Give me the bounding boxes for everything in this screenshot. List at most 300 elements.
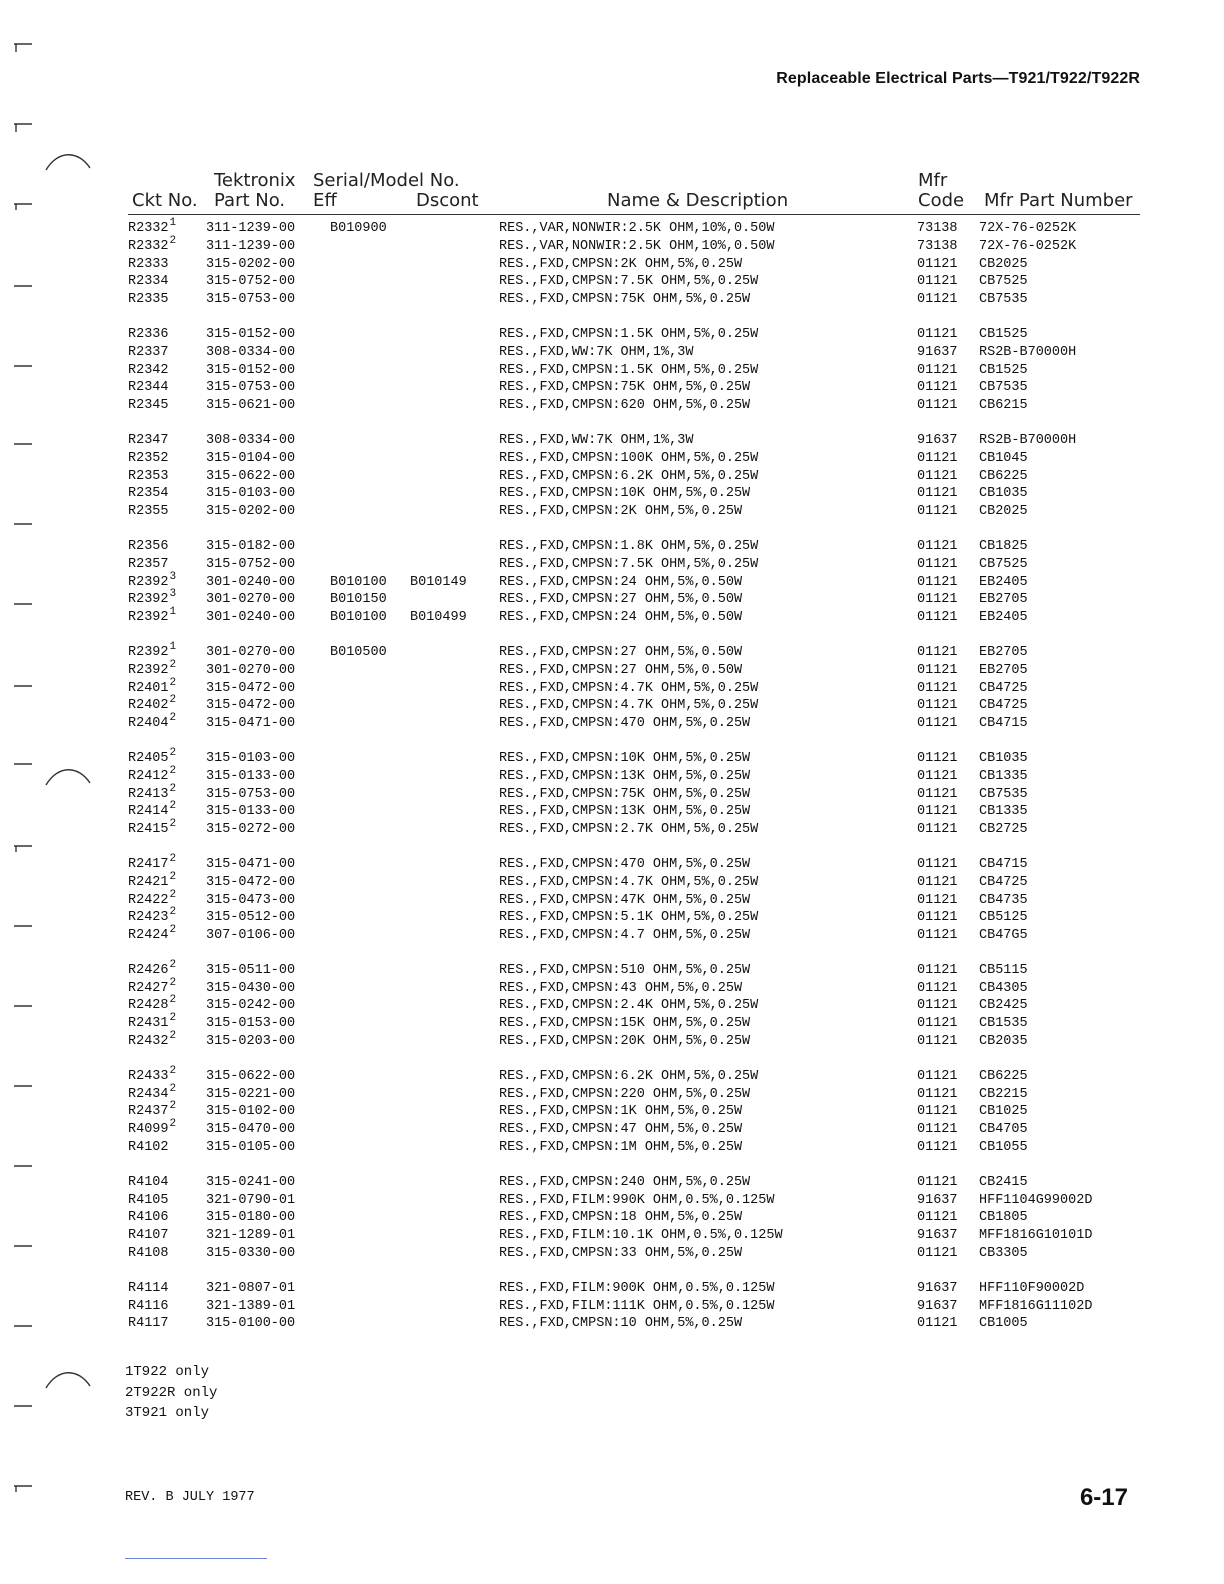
mfr-part-number: HFF1104G99002D xyxy=(979,1192,1093,1208)
mfr-part-number: CB1805 xyxy=(979,1210,1028,1226)
col-serial-model: Serial/Model No. xyxy=(313,170,460,191)
mfr-code: 01121 xyxy=(917,256,958,272)
col-mfr-code: Code xyxy=(918,190,965,211)
footnote-marker: 2 xyxy=(169,924,177,937)
name-description: RES.,FXD,CMPSN:470 OHM,5%,0.25W xyxy=(499,856,751,872)
table-row xyxy=(0,658,1224,680)
circuit-number xyxy=(128,852,177,874)
name-description: RES.,FXD,CMPSN:75K OHM,5%,0.25W xyxy=(499,786,751,802)
circuit-number xyxy=(128,1209,169,1227)
mfr-part-number: CB1035 xyxy=(979,750,1028,766)
tektronix-part-number: 315-0103-00 xyxy=(206,486,296,502)
table-row xyxy=(0,1315,1224,1333)
footnote-3: 3T921 only xyxy=(125,1405,210,1421)
mfr-code: 01121 xyxy=(917,768,958,784)
parts-group xyxy=(0,640,1224,733)
circuit-number-text: R4105 xyxy=(128,1192,169,1208)
tektronix-part-number: 315-0622-00 xyxy=(206,1068,296,1084)
footnote-marker: 2 xyxy=(169,676,177,689)
name-description: RES.,FXD,CMPSN:6.2K OHM,5%,0.25W xyxy=(499,1068,759,1084)
mfr-part-number: CB6225 xyxy=(979,1068,1028,1084)
parts-group xyxy=(0,1174,1224,1263)
footnote-marker: 2 xyxy=(169,782,177,795)
circuit-number xyxy=(128,234,177,256)
mfr-part-number: CB1525 xyxy=(979,326,1028,342)
name-description: RES.,VAR,NONWIR:2.5K OHM,10%,0.50W xyxy=(499,221,775,236)
tektronix-part-number: 315-0472-00 xyxy=(206,874,296,890)
mfr-part-number: MFF1816G11102D xyxy=(979,1298,1093,1314)
name-description: RES.,FXD,CMPSN:10K OHM,5%,0.25W xyxy=(499,750,751,766)
tektronix-part-number: 315-0272-00 xyxy=(206,822,296,838)
circuit-number xyxy=(128,958,177,980)
tektronix-part-number: 315-0242-00 xyxy=(206,998,296,1014)
circuit-number xyxy=(128,1082,177,1104)
footnote-marker: 2 xyxy=(169,818,177,831)
circuit-number-text: R2412 xyxy=(128,768,169,784)
table-row xyxy=(0,852,1224,874)
name-description: RES.,FXD,CMPSN:100K OHM,5%,0.25W xyxy=(499,450,759,466)
table-row xyxy=(0,1227,1224,1245)
mfr-code: 01121 xyxy=(917,592,958,608)
tektronix-part-number: 315-0622-00 xyxy=(206,468,296,484)
circuit-number xyxy=(128,468,169,486)
table-row xyxy=(0,450,1224,468)
mfr-part-number: CB2415 xyxy=(979,1174,1028,1190)
mfr-code: 01121 xyxy=(917,1068,958,1084)
name-description: RES.,FXD,CMPSN:27 OHM,5%,0.50W xyxy=(499,592,743,608)
col-ckt-no: Ckt No. xyxy=(132,190,198,211)
table-row xyxy=(0,1100,1224,1121)
footnote-marker: 2 xyxy=(169,994,177,1007)
circuit-number-text: R2347 xyxy=(128,432,169,448)
mfr-part-number: EB2405 xyxy=(979,610,1028,626)
table-row xyxy=(0,870,1224,892)
circuit-number-text: R4102 xyxy=(128,1140,169,1156)
footnote-marker: 2 xyxy=(169,958,177,971)
mfr-part-number: CB1055 xyxy=(979,1140,1028,1156)
mfr-code: 01121 xyxy=(917,1104,958,1120)
mfr-code: 01121 xyxy=(917,1034,958,1050)
tektronix-part-number: 315-0471-00 xyxy=(206,856,296,872)
mfr-code: 01121 xyxy=(917,822,958,838)
footnote-marker: 2 xyxy=(169,694,177,707)
parts-group xyxy=(0,432,1224,521)
mfr-part-number: CB4725 xyxy=(979,698,1028,714)
circuit-number xyxy=(128,432,169,450)
parts-group xyxy=(0,326,1224,415)
circuit-number xyxy=(128,362,169,380)
tektronix-part-number: 315-0104-00 xyxy=(206,450,296,466)
mfr-code: 01121 xyxy=(917,962,958,978)
table-row xyxy=(0,888,1224,910)
circuit-number xyxy=(128,1298,169,1316)
column-headers xyxy=(0,170,1224,214)
footnote-marker: 1 xyxy=(169,640,177,653)
table-row xyxy=(0,1192,1224,1210)
name-description: RES.,FXD,CMPSN:470 OHM,5%,0.25W xyxy=(499,716,751,732)
circuit-number-text: R4116 xyxy=(128,1298,169,1314)
name-description: RES.,FXD,CMPSN:7.5K OHM,5%,0.25W xyxy=(499,556,759,572)
circuit-number xyxy=(128,746,177,768)
parts-group xyxy=(0,538,1224,627)
mfr-part-number: CB7535 xyxy=(979,292,1028,308)
circuit-number xyxy=(128,1100,177,1121)
mfr-code: 01121 xyxy=(917,804,958,820)
tektronix-part-number: 301-0270-00 xyxy=(206,662,296,678)
name-description: RES.,FXD,CMPSN:4.7K OHM,5%,0.25W xyxy=(499,680,759,696)
mfr-code: 01121 xyxy=(917,1016,958,1032)
mfr-code: 01121 xyxy=(917,574,958,590)
footnote-marker: 2 xyxy=(169,1064,177,1077)
mfr-part-number: CB1005 xyxy=(979,1316,1028,1332)
circuit-number xyxy=(128,888,177,910)
mfr-code: 01121 xyxy=(917,1140,958,1156)
mfr-code: 01121 xyxy=(917,380,958,396)
table-row xyxy=(0,640,1224,662)
tektronix-part-number: 315-0753-00 xyxy=(206,292,296,308)
table-row xyxy=(0,994,1224,1015)
tektronix-part-number: 315-0133-00 xyxy=(206,804,296,820)
name-description: RES.,FXD,CMPSN:10 OHM,5%,0.25W xyxy=(499,1316,743,1332)
mfr-code: 01121 xyxy=(917,750,958,766)
table-row xyxy=(0,1139,1224,1157)
tektronix-part-number: 315-0330-00 xyxy=(206,1246,296,1262)
circuit-number-text: R2353 xyxy=(128,468,169,484)
circuit-number-text: R2337 xyxy=(128,344,169,360)
table-row xyxy=(0,556,1224,574)
tektronix-part-number: 315-0471-00 xyxy=(206,716,296,732)
circuit-number xyxy=(128,640,177,662)
table-row xyxy=(0,1245,1224,1263)
table-row xyxy=(0,291,1224,309)
mfr-part-number: CB4735 xyxy=(979,892,1028,908)
table-row xyxy=(0,273,1224,291)
circuit-number-text: R2345 xyxy=(128,398,169,414)
circuit-number-text: R2431 xyxy=(128,1016,169,1032)
col-eff: Eff xyxy=(313,190,337,211)
serial-discontinued: B010499 xyxy=(410,610,467,626)
mfr-code: 01121 xyxy=(917,538,958,554)
tektronix-part-number: 315-0470-00 xyxy=(206,1122,296,1138)
mfr-part-number: CB1045 xyxy=(979,450,1028,466)
mfr-code: 91637 xyxy=(917,432,958,448)
name-description: RES.,FXD,CMPSN:24 OHM,5%,0.50W xyxy=(499,610,743,626)
mfr-part-number: CB1525 xyxy=(979,362,1028,378)
footnote-marker: 2 xyxy=(169,870,177,883)
mfr-part-number: CB1825 xyxy=(979,538,1028,554)
table-row xyxy=(0,379,1224,397)
mfr-code: 01121 xyxy=(917,398,958,414)
circuit-number xyxy=(128,326,169,344)
mfr-part-number: CB3305 xyxy=(979,1246,1028,1262)
table-row xyxy=(0,326,1224,344)
name-description: RES.,FXD,CMPSN:1.5K OHM,5%,0.25W xyxy=(499,326,759,342)
footnote-marker: 2 xyxy=(169,906,177,919)
circuit-number xyxy=(128,503,169,521)
bottom-edge-line xyxy=(125,1558,267,1559)
mfr-code: 01121 xyxy=(917,1316,958,1332)
circuit-number-text: R2427 xyxy=(128,980,169,996)
circuit-number-text: R2357 xyxy=(128,556,169,572)
circuit-number xyxy=(128,976,177,998)
tektronix-part-number: 315-0472-00 xyxy=(206,680,296,696)
mfr-code: 01121 xyxy=(917,644,958,660)
mfr-code: 01121 xyxy=(917,468,958,484)
tektronix-part-number: 301-0240-00 xyxy=(206,610,296,626)
table-row xyxy=(0,485,1224,503)
circuit-number-text: R4108 xyxy=(128,1246,169,1262)
circuit-number xyxy=(128,1012,177,1033)
tektronix-part-number: 315-0152-00 xyxy=(206,362,296,378)
circuit-number-text: R2352 xyxy=(128,450,169,466)
circuit-number xyxy=(128,676,177,698)
table-row xyxy=(0,217,1224,238)
revision-date: REV. B JULY 1977 xyxy=(125,1490,255,1505)
mfr-code: 73138 xyxy=(917,238,958,254)
footnote-marker: 2 xyxy=(169,712,177,725)
circuit-number xyxy=(128,870,177,892)
name-description: RES.,FXD,CMPSN:33 OHM,5%,0.25W xyxy=(499,1246,743,1262)
circuit-number-text: R4104 xyxy=(128,1174,169,1190)
circuit-number-text: R2424 xyxy=(128,928,169,944)
mfr-part-number: CB2025 xyxy=(979,256,1028,272)
parts-group xyxy=(0,217,1224,309)
name-description: RES.,FXD,CMPSN:4.7K OHM,5%,0.25W xyxy=(499,874,759,890)
circuit-number-text: R2333 xyxy=(128,256,169,272)
name-description: RES.,FXD,CMPSN:5.1K OHM,5%,0.25W xyxy=(499,910,759,926)
footnote-marker: 1 xyxy=(169,606,177,619)
table-row xyxy=(0,503,1224,521)
mfr-part-number: CB47G5 xyxy=(979,928,1028,944)
footnote-marker: 2 xyxy=(169,1082,177,1095)
table-row xyxy=(0,344,1224,362)
tektronix-part-number: 321-0790-01 xyxy=(206,1192,296,1208)
circuit-number-text: R2413 xyxy=(128,786,169,802)
tektronix-part-number: 315-0202-00 xyxy=(206,256,296,272)
mfr-code: 01121 xyxy=(917,1246,958,1262)
name-description: RES.,FXD,CMPSN:15K OHM,5%,0.25W xyxy=(499,1016,751,1032)
mfr-part-number: CB4715 xyxy=(979,856,1028,872)
footnotes xyxy=(125,1362,217,1424)
mfr-code: 01121 xyxy=(917,556,958,572)
table-row xyxy=(0,800,1224,821)
name-description: RES.,FXD,CMPSN:43 OHM,5%,0.25W xyxy=(499,980,743,996)
name-description: RES.,VAR,NONWIR:2.5K OHM,10%,0.50W xyxy=(499,238,775,254)
tektronix-part-number: 315-0753-00 xyxy=(206,786,296,802)
mfr-part-number: CB6215 xyxy=(979,398,1028,414)
tektronix-part-number: 315-0105-00 xyxy=(206,1140,296,1156)
circuit-number-text: R4106 xyxy=(128,1210,169,1226)
name-description: RES.,FXD,CMPSN:7.5K OHM,5%,0.25W xyxy=(499,274,759,290)
circuit-number xyxy=(128,556,169,574)
name-description: RES.,FXD,CMPSN:2K OHM,5%,0.25W xyxy=(499,504,743,520)
circuit-number-text: R2402 xyxy=(128,698,169,714)
circuit-number-text: R2392 xyxy=(128,610,169,626)
name-description: RES.,FXD,CMPSN:2K OHM,5%,0.25W xyxy=(499,256,743,272)
col-name-description: Name & Description xyxy=(607,190,789,211)
name-description: RES.,FXD,CMPSN:220 OHM,5%,0.25W xyxy=(499,1086,751,1102)
footnote-marker: 2 xyxy=(169,1100,177,1113)
mfr-code: 01121 xyxy=(917,1174,958,1190)
mfr-code: 01121 xyxy=(917,698,958,714)
circuit-number-text: R2437 xyxy=(128,1104,169,1120)
circuit-number xyxy=(128,397,169,415)
circuit-number-text: R2421 xyxy=(128,874,169,890)
mfr-part-number: CB4725 xyxy=(979,874,1028,890)
serial-effective: B010100 xyxy=(330,574,387,590)
circuit-number xyxy=(128,764,177,786)
parts-list xyxy=(0,217,1224,1350)
table-row xyxy=(0,1280,1224,1298)
name-description: RES.,FXD,CMPSN:1K OHM,5%,0.25W xyxy=(499,1104,743,1120)
mfr-code: 01121 xyxy=(917,504,958,520)
mfr-code: 01121 xyxy=(917,874,958,890)
mfr-part-number: CB7525 xyxy=(979,556,1028,572)
name-description: RES.,FXD,CMPSN:4.7 OHM,5%,0.25W xyxy=(499,928,751,944)
circuit-number xyxy=(128,344,169,362)
parts-group xyxy=(0,958,1224,1051)
table-row xyxy=(0,606,1224,627)
parts-group xyxy=(0,852,1224,945)
tektronix-part-number: 315-0512-00 xyxy=(206,910,296,926)
serial-effective: B010150 xyxy=(330,592,387,608)
table-row xyxy=(0,468,1224,486)
name-description: RES.,FXD,CMPSN:510 OHM,5%,0.25W xyxy=(499,962,751,978)
tektronix-part-number: 301-0240-00 xyxy=(206,574,296,590)
tektronix-part-number: 315-0202-00 xyxy=(206,504,296,520)
tektronix-part-number: 315-0752-00 xyxy=(206,274,296,290)
mfr-part-number: 72X-76-0252K xyxy=(979,238,1077,254)
col-mfr-part-number: Mfr Part Number xyxy=(984,190,1133,211)
mfr-code: 01121 xyxy=(917,910,958,926)
table-row xyxy=(0,588,1224,609)
name-description: RES.,FXD,WW:7K OHM,1%,3W xyxy=(499,344,694,360)
circuit-number-text: R2332 xyxy=(128,221,169,236)
table-row xyxy=(0,432,1224,450)
serial-effective: B010100 xyxy=(330,610,387,626)
mfr-code: 01121 xyxy=(917,486,958,502)
circuit-number-text: R4107 xyxy=(128,1228,169,1244)
mfr-part-number: CB7535 xyxy=(979,786,1028,802)
tektronix-part-number: 315-0511-00 xyxy=(206,962,296,978)
serial-discontinued: B010149 xyxy=(410,574,467,590)
circuit-number xyxy=(128,924,177,945)
circuit-number xyxy=(128,217,177,238)
table-row xyxy=(0,676,1224,698)
tektronix-part-number: 315-0221-00 xyxy=(206,1086,296,1102)
circuit-number-text: R2392 xyxy=(128,592,169,608)
table-row xyxy=(0,906,1224,927)
name-description: RES.,FXD,CMPSN:1M OHM,5%,0.25W xyxy=(499,1140,743,1156)
circuit-number xyxy=(128,450,169,468)
table-row xyxy=(0,924,1224,945)
table-row xyxy=(0,1082,1224,1104)
name-description: RES.,FXD,CMPSN:1.8K OHM,5%,0.25W xyxy=(499,538,759,554)
table-row xyxy=(0,1012,1224,1033)
mfr-part-number: EB2405 xyxy=(979,574,1028,590)
name-description: RES.,FXD,CMPSN:75K OHM,5%,0.25W xyxy=(499,292,751,308)
mfr-part-number: CB1035 xyxy=(979,486,1028,502)
circuit-number-text: R2392 xyxy=(128,662,169,678)
footnote-marker: 2 xyxy=(169,1012,177,1025)
table-row xyxy=(0,1064,1224,1086)
circuit-number xyxy=(128,818,177,839)
name-description: RES.,FXD,FILM:111K OHM,0.5%,0.125W xyxy=(499,1298,775,1314)
tektronix-part-number: 311-1239-00 xyxy=(206,221,296,236)
circuit-number-text: R2392 xyxy=(128,644,169,660)
name-description: RES.,FXD,CMPSN:620 OHM,5%,0.25W xyxy=(499,398,751,414)
col-dscont: Dscont xyxy=(416,190,479,211)
footnote-marker: 2 xyxy=(169,1118,177,1131)
tektronix-part-number: 308-0334-00 xyxy=(206,432,296,448)
name-description: RES.,FXD,CMPSN:47K OHM,5%,0.25W xyxy=(499,892,751,908)
name-description: RES.,FXD,CMPSN:6.2K OHM,5%,0.25W xyxy=(499,468,759,484)
circuit-number xyxy=(128,782,177,804)
circuit-number xyxy=(128,712,177,733)
name-description: RES.,FXD,CMPSN:27 OHM,5%,0.50W xyxy=(499,644,743,660)
tektronix-part-number: 315-0152-00 xyxy=(206,326,296,342)
table-row xyxy=(0,1030,1224,1051)
mfr-part-number: MFF1816G10101D xyxy=(979,1228,1093,1244)
mfr-part-number: 72X-76-0252K xyxy=(979,221,1077,236)
circuit-number xyxy=(128,606,177,627)
circuit-number-text: R2401 xyxy=(128,680,169,696)
circuit-number xyxy=(128,588,177,609)
mfr-part-number: CB1335 xyxy=(979,804,1028,820)
circuit-number xyxy=(128,1315,169,1333)
footnote-marker: 2 xyxy=(169,976,177,989)
mfr-part-number: CB7535 xyxy=(979,380,1028,396)
name-description: RES.,FXD,CMPSN:75K OHM,5%,0.25W xyxy=(499,380,751,396)
footnote-marker: 1 xyxy=(169,217,177,229)
mfr-code: 01121 xyxy=(917,1086,958,1102)
circuit-number-text: R2415 xyxy=(128,822,169,838)
table-row xyxy=(0,746,1224,768)
mfr-code: 91637 xyxy=(917,344,958,360)
mfr-part-number: CB4715 xyxy=(979,716,1028,732)
tektronix-part-number: 321-1389-01 xyxy=(206,1298,296,1314)
tektronix-part-number: 315-0621-00 xyxy=(206,398,296,414)
mfr-part-number: CB5125 xyxy=(979,910,1028,926)
circuit-number-text: R2335 xyxy=(128,292,169,308)
serial-effective: B010500 xyxy=(330,644,387,660)
tektronix-part-number: 315-0102-00 xyxy=(206,1104,296,1120)
circuit-number xyxy=(128,1174,169,1192)
mfr-code: 01121 xyxy=(917,980,958,996)
mfr-part-number: EB2705 xyxy=(979,662,1028,678)
mfr-code: 01121 xyxy=(917,1210,958,1226)
mfr-code: 01121 xyxy=(917,274,958,290)
footnote-marker: 2 xyxy=(169,800,177,813)
name-description: RES.,FXD,CMPSN:27 OHM,5%,0.50W xyxy=(499,662,743,678)
circuit-number xyxy=(128,538,169,556)
mfr-part-number: HFF110F90002D xyxy=(979,1280,1085,1296)
tektronix-part-number: 301-0270-00 xyxy=(206,592,296,608)
tektronix-part-number: 315-0182-00 xyxy=(206,538,296,554)
mfr-code: 01121 xyxy=(917,610,958,626)
mfr-code: 01121 xyxy=(917,662,958,678)
mfr-part-number: CB2215 xyxy=(979,1086,1028,1102)
mfr-code: 01121 xyxy=(917,680,958,696)
tektronix-part-number: 315-0100-00 xyxy=(206,1316,296,1332)
mfr-part-number: CB1535 xyxy=(979,1016,1028,1032)
mfr-part-number: CB2035 xyxy=(979,1034,1028,1050)
mfr-part-number: RS2B-B70000H xyxy=(979,344,1077,360)
circuit-number-text: R2423 xyxy=(128,910,169,926)
circuit-number-text: R2336 xyxy=(128,326,169,342)
table-row xyxy=(0,694,1224,715)
mfr-code: 01121 xyxy=(917,1122,958,1138)
